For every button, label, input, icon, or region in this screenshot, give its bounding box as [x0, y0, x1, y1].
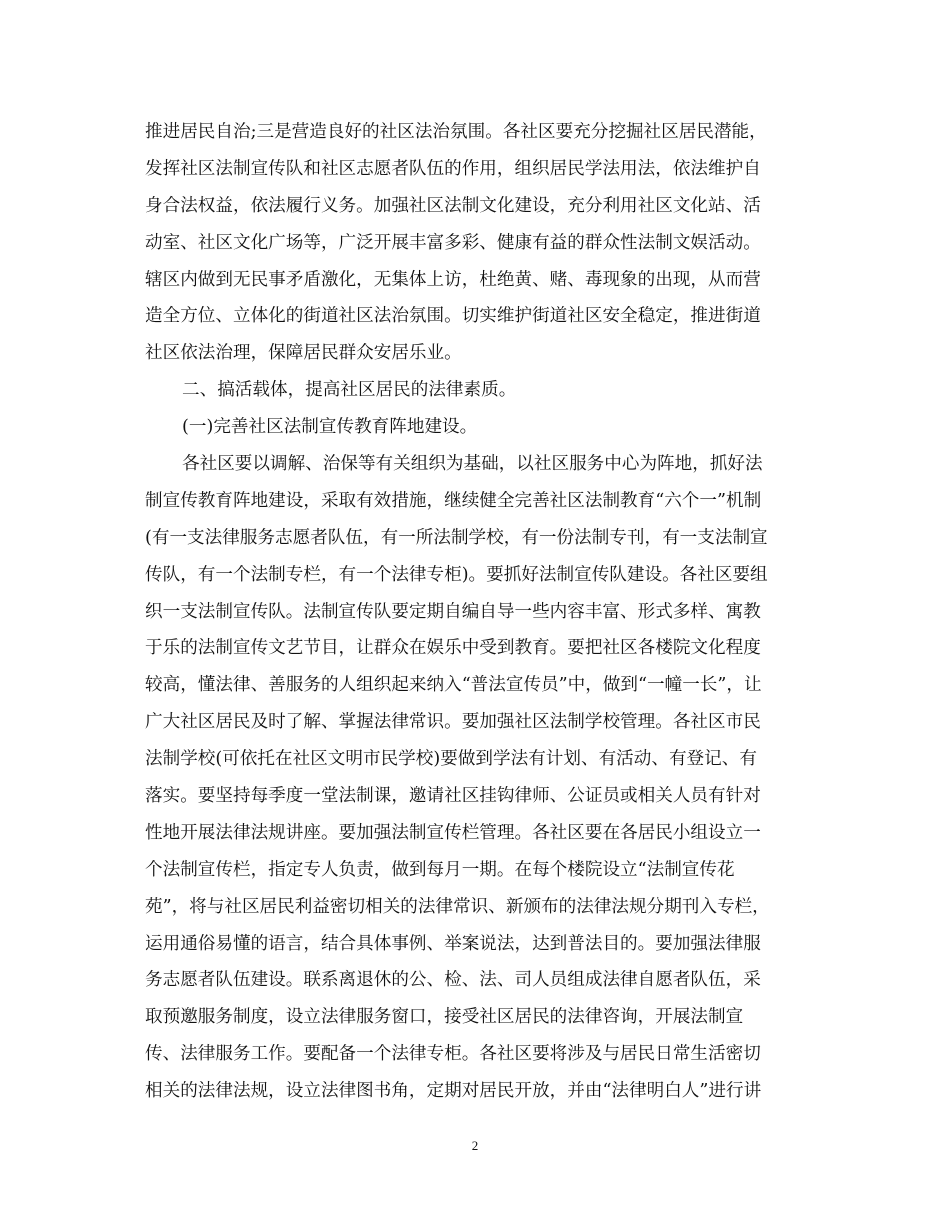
text-line: 运用通俗易懂的语言，结合具体事例、举案说法，达到普法目的。要加强法律服: [145, 933, 761, 954]
text-line: 传队，有一个法制专栏，有一个法律专柜)。要抓好法制宣传队建设。各社区要组: [145, 564, 768, 585]
text-line: (有一支法律服务志愿者队伍，有一所法制学校，有一份法制专刊，有一支法制宣: [145, 527, 768, 548]
text-line: 于乐的法制宣传文艺节目，让群众在娱乐中受到教育。要把社区各楼院文化程度: [145, 638, 761, 659]
text-line: 落实。要坚持每季度一堂法制课，邀请社区挂钩律师、公证员或相关人员有针对: [145, 786, 761, 807]
text-line: 取预邀服务制度，设立法律服务窗口，接受社区居民的法律咨询，开展法制宣: [145, 1007, 744, 1028]
text-line: 传、法律服务工作。要配备一个法律专柜。各社区要将涉及与居民日常生活密切: [145, 1044, 761, 1065]
text-line: 广大社区居民及时了解、掌握法律常识。要加强社区法制学校管理。各社区市民: [145, 712, 761, 733]
text-line: 动室、社区文化广场等，广泛开展丰富多彩、健康有益的群众性法制文娱活动。: [145, 232, 761, 253]
document-body: [145, 114, 805, 1110]
text-line: (一)完善社区法制宣传教育阵地建设。: [182, 417, 478, 438]
text-line: 个法制宣传栏，指定专人负责，做到每月一期。在每个楼院设立“法制宣传花: [145, 859, 735, 880]
text-line: 务志愿者队伍建设。联系离退休的公、检、法、司人员组成法律自愿者队伍，采: [145, 970, 761, 991]
text-line: 各社区要以调解、治保等有关组织为基础，以社区服务中心为阵地，抓好法: [182, 454, 763, 475]
text-line: 发挥社区法制宣传队和社区志愿者队伍的作用，组织居民学法用法，依法维护自: [145, 158, 761, 179]
text-line: 造全方位、立体化的街道社区法治氛围。切实维护街道社区安全稳定，推进街道: [145, 306, 761, 327]
text-line: 较高，懂法律、善服务的人组织起来纳入“普法宣传员”中，做到“一幢一长”，让: [145, 675, 762, 696]
text-line: 织一支法制宣传队。法制宣传队要定期自编自导一些内容丰富、形式多样、寓教: [145, 601, 761, 622]
text-line: 社区依法治理，保障居民群众安居乐业。: [145, 343, 462, 364]
text-line: 制宣传教育阵地建设，采取有效措施，继续健全完善社区法制教育“六个一”机制: [145, 490, 762, 511]
text-line: 身合法权益，依法履行义务。加强社区法制文化建设，充分利用社区文化站、活: [145, 195, 761, 216]
text-line: 苑”，将与社区居民利益密切相关的法律常识、新颁布的法律法规分期刊入专栏，: [145, 896, 770, 917]
text-line: 法制学校(可依托在社区文明市民学校)要做到学法有计划、有活动、有登记、有: [145, 749, 757, 770]
text-line: 辖区内做到无民事矛盾激化，无集体上访，杜绝黄、赌、毒现象的出现，从而营: [145, 269, 761, 290]
text-line: 推进居民自治;三是营造良好的社区法治氛围。各社区要充分挖掘社区居民潜能，: [145, 122, 767, 142]
text-line: 二、搞活载体，提高社区居民的法律素质。: [182, 380, 517, 401]
page-number: 2: [471, 1138, 479, 1153]
text-line: 相关的法律法规，设立法律图书角，定期对居民开放，并由“法律明白人”进行讲: [145, 1081, 762, 1102]
text-line: 性地开展法律法规讲座。要加强法制宣传栏管理。各社区要在各居民小组设立一: [145, 822, 761, 843]
